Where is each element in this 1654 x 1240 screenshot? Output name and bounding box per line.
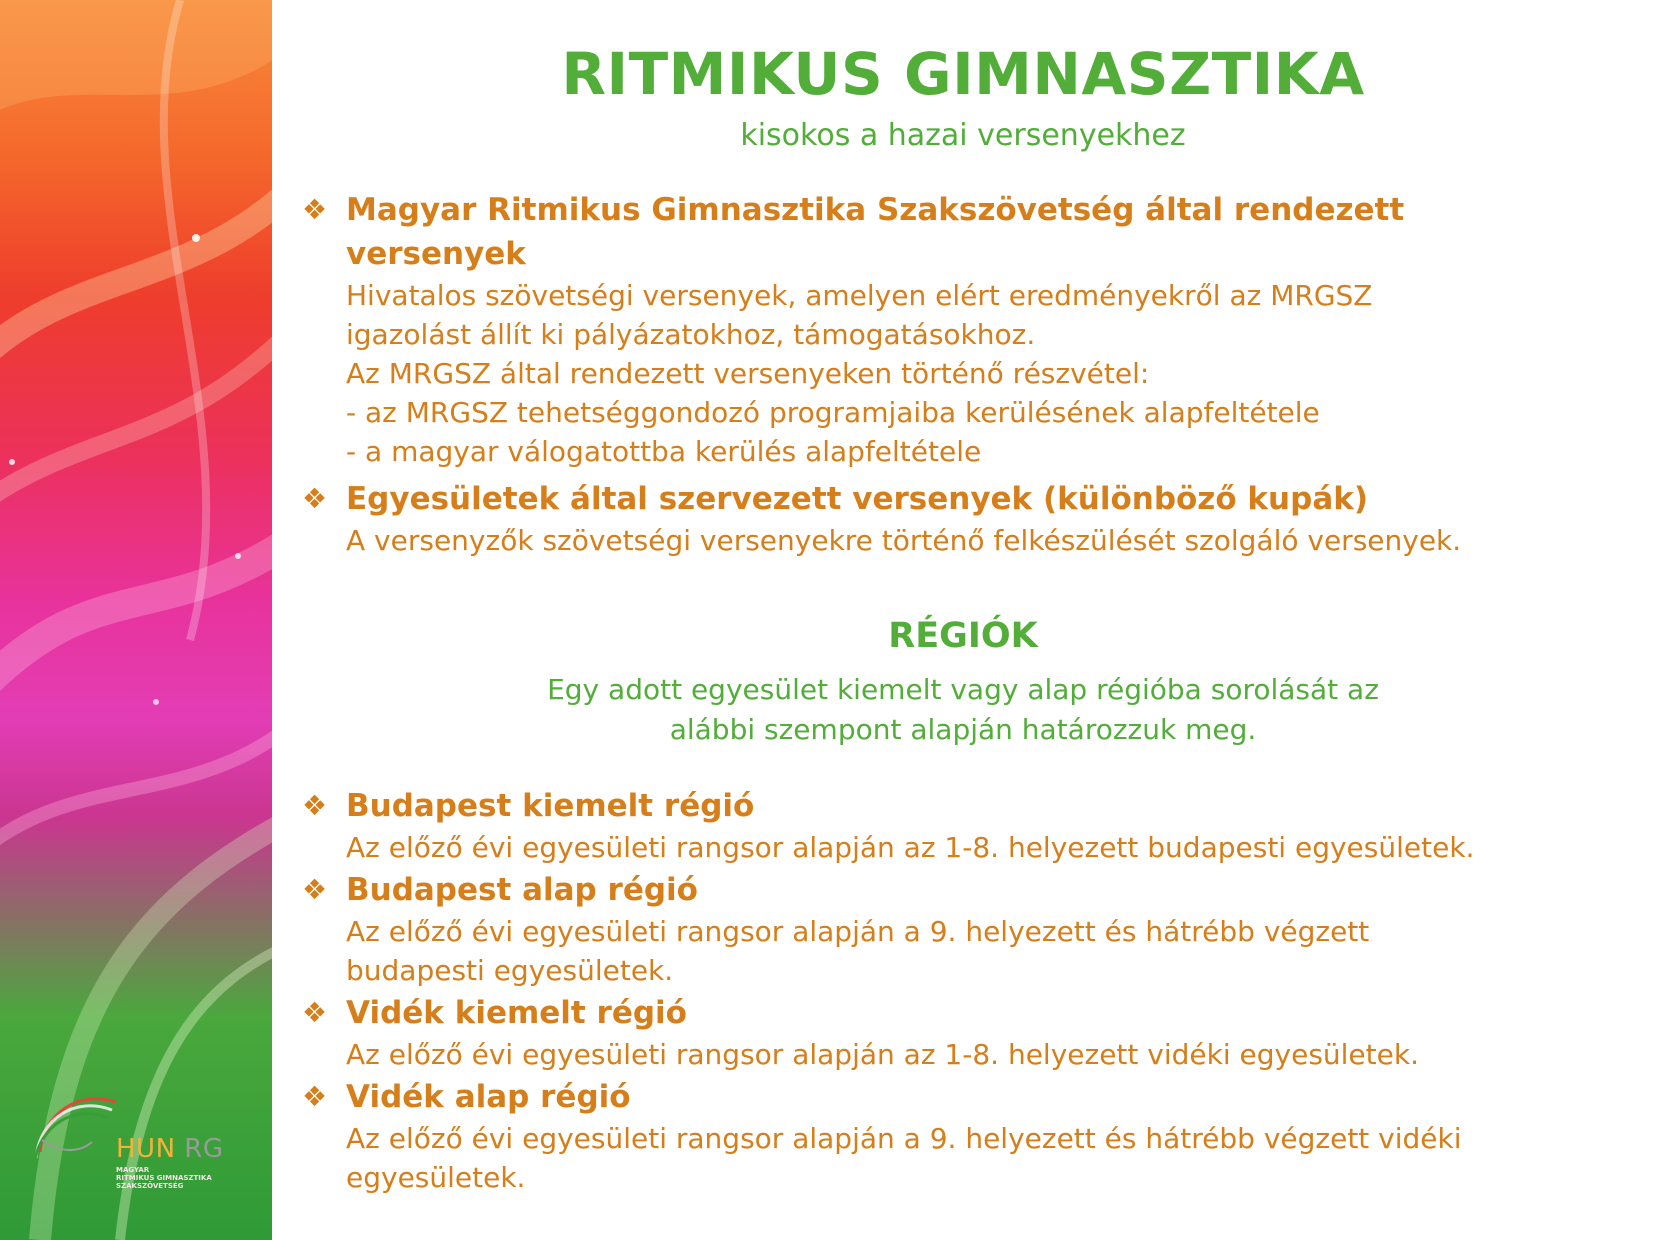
- competition-item-clubs: [302, 477, 1632, 560]
- body-line: Az előző évi egyesületi rangsor alapján a 9. helyezett és hátrébb végzett vidéki: [346, 1122, 1462, 1155]
- logo-subtitle: [116, 1166, 212, 1190]
- region-heading: [302, 991, 1632, 1035]
- region-heading: [302, 868, 1632, 912]
- heading-line: Vidék kiemelt régió: [346, 995, 687, 1031]
- logo-rg-text: RG: [184, 1134, 224, 1164]
- body-line: igazolást állít ki pályázatokhoz, támogatásokhoz.: [346, 318, 1036, 351]
- body-line: egyesületek.: [346, 1161, 526, 1194]
- diamond-bullet-icon: ❖: [302, 482, 328, 515]
- diamond-bullet-icon: ❖: [302, 996, 328, 1029]
- logo-line-3: SZAKSZÖVETSÉG: [116, 1182, 184, 1190]
- heading-line: Vidék alap régió: [346, 1079, 631, 1115]
- body-line: - az MRGSZ tehetséggondozó programjaiba kerülésének alapfeltétele: [346, 396, 1320, 429]
- logo-line-2: RITMIKUS GIMNASZTIKA: [116, 1174, 212, 1182]
- logo-mark-icon: [30, 1082, 120, 1172]
- body-line: - a magyar válogatottba kerülés alapfeltétele: [346, 435, 982, 468]
- body-line: A versenyzők szövetségi versenyekre történő felkészülését szolgáló versenyek.: [346, 524, 1462, 557]
- body-line: Az előző évi egyesületi rangsor alapján a 9. helyezett és hátrébb végzett: [346, 915, 1370, 948]
- page-subtitle: kisokos a hazai versenyekhez: [740, 118, 1186, 153]
- decorative-side-panel: [0, 0, 272, 1240]
- heading-line: Magyar Ritmikus Gimnasztika Szakszövetség által rendezett: [346, 192, 1405, 228]
- region-item-countryside-basic: [302, 1075, 1632, 1197]
- region-item-countryside-featured: [302, 991, 1632, 1074]
- diamond-bullet-icon: ❖: [302, 1080, 328, 1113]
- main-content: [272, 0, 1654, 1240]
- heading-line: Egyesületek által szervezett versenyek (különböző kupák): [346, 481, 1369, 517]
- heading-line: Budapest kiemelt régió: [346, 788, 755, 824]
- body-line: Az MRGSZ által rendezett versenyeken történő részvétel:: [346, 357, 1150, 390]
- logo-wordmark: [116, 1134, 224, 1164]
- logo-line-1: MAGYAR: [116, 1166, 150, 1174]
- diamond-bullet-icon: ❖: [302, 873, 328, 906]
- diamond-bullet-icon: ❖: [302, 789, 328, 822]
- body-line: budapesti egyesületek.: [346, 954, 674, 987]
- heading-line: Budapest alap régió: [346, 872, 698, 908]
- competition-heading: [302, 477, 1632, 521]
- regions-description: [272, 670, 1654, 750]
- diamond-bullet-icon: ❖: [302, 193, 328, 226]
- page-title: RITMIKUS GIMNASZTIKA: [561, 40, 1365, 108]
- body-line: Hivatalos szövetségi versenyek, amelyen elért eredményekről az MRGSZ: [346, 279, 1373, 312]
- body-line: Az előző évi egyesületi rangsor alapján az 1-8. helyezett budapesti egyesületek.: [346, 831, 1475, 864]
- federation-logo: [30, 1082, 270, 1192]
- heading-line: versenyek: [346, 236, 526, 272]
- region-item-budapest-basic: [302, 868, 1632, 990]
- competition-item-federation: [302, 188, 1632, 471]
- region-item-budapest-featured: [302, 784, 1632, 867]
- region-heading: [302, 784, 1632, 828]
- body-line: Az előző évi egyesületi rangsor alapján az 1-8. helyezett vidéki egyesületek.: [346, 1038, 1419, 1071]
- description-line: Egy adott egyesület kiemelt vagy alap régióba sorolását az: [547, 673, 1379, 706]
- competition-heading: [302, 188, 1632, 276]
- description-line: alábbi szempont alapján határozzuk meg.: [669, 713, 1257, 746]
- region-heading: [302, 1075, 1632, 1119]
- regions-title: RÉGIÓK: [888, 616, 1038, 656]
- logo-hun-text: HUN: [116, 1134, 176, 1164]
- ribbon-decoration: [0, 0, 272, 1240]
